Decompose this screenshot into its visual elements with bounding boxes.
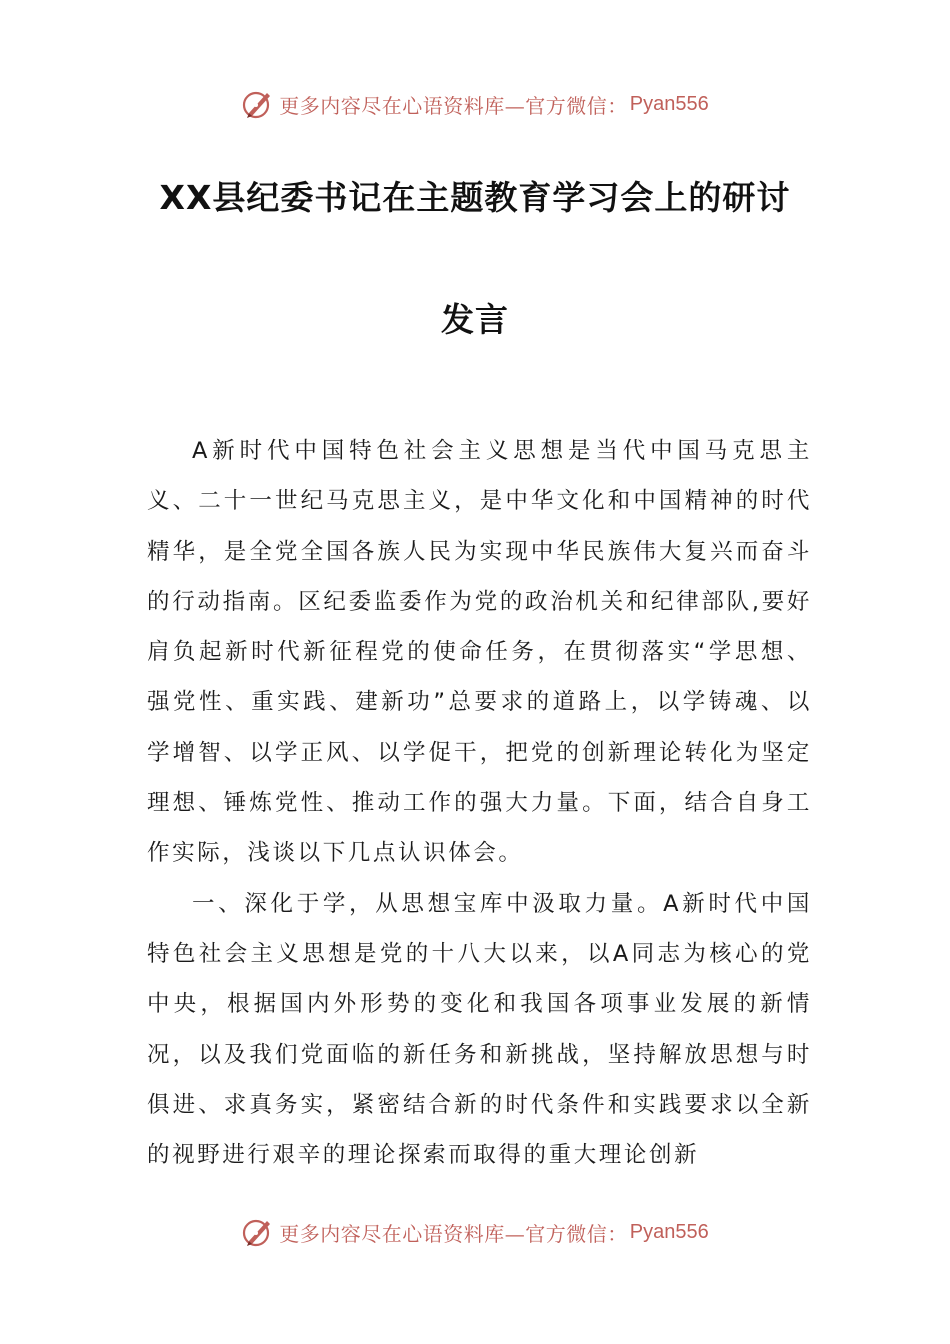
watermark-text: 更多内容尽在心语资料库—官方微信： <box>279 93 628 118</box>
document-title-line-1: XX县纪委书记在主题教育学习会上的研讨 <box>159 178 791 217</box>
document-body <box>147 426 812 1180</box>
watermark-wechat-handle: Pyan556 <box>629 92 709 115</box>
pen-logo-icon <box>241 1215 275 1249</box>
watermark-wechat-handle: Pyan556 <box>629 1220 709 1243</box>
watermark-footer <box>0 1212 950 1252</box>
paragraph: A新时代中国特色社会主义思想是当代中国马克思主义、二十一世纪马克思主义，是中华文化和中国精神的时代精华，是全党全国各族人民为实现中华民族伟大复兴而奋斗的行动指南。区纪委监委作为党的政治机关和纪律部队,要好肩负起新时代新征程党的使命任务，在贯彻落实“学思想、强党性、重实践、建新功”总要求的道路上，以学铸魂、以学增智、以学正风、以学促干，把党的创新理论转化为坚定理想、锤炼党性、推动工作的强大力量。下面，结合自身工作实际，浅谈以下几点认识体会。 <box>147 438 812 867</box>
watermark-header <box>0 84 950 124</box>
pen-logo-icon <box>241 87 275 121</box>
watermark-text: 更多内容尽在心语资料库—官方微信： <box>279 1221 628 1246</box>
document-title-line-2: 发言 <box>441 300 509 339</box>
paragraph: 一、深化于学，从思想宝库中汲取力量。A新时代中国特色社会主义思想是党的十八大以来，以A同志为核心的党中央，根据国内外形势的变化和我国各项事业发展的新情况，以及我们党面临的新任务和新挑战，坚持解放思想与时俱进、求真务实，紧密结合新的时代条件和实践要求以全新的视野进行艰辛的理论探索而取得的重大理论创新 <box>147 890 812 1169</box>
